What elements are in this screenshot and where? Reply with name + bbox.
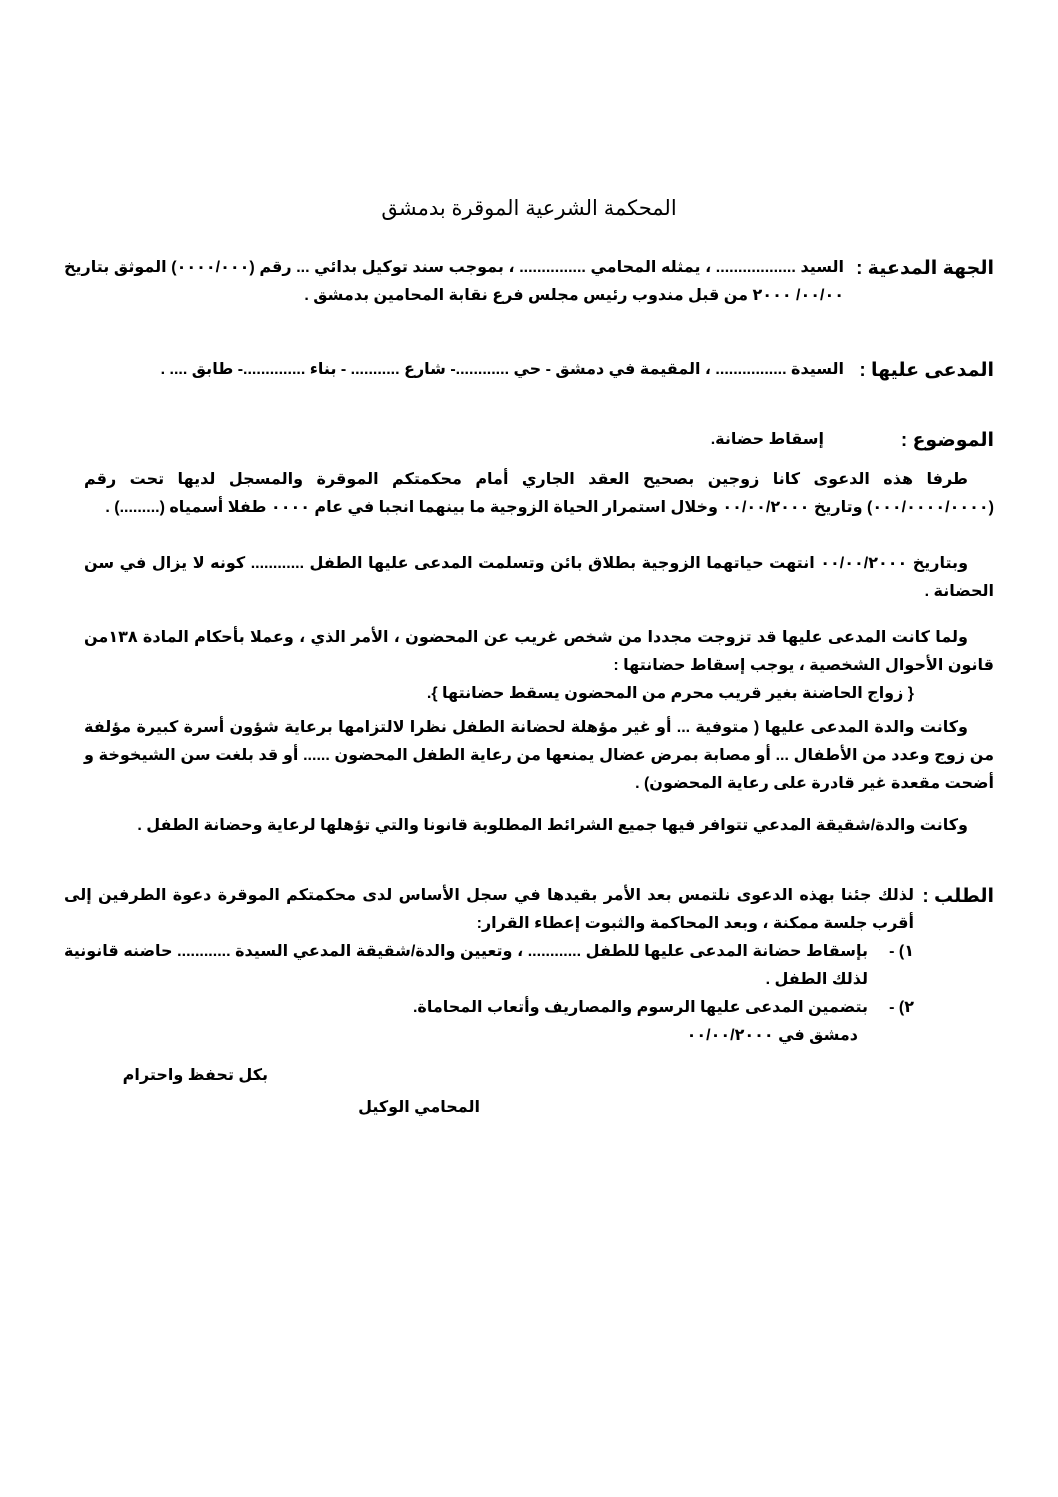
paragraph-text: ولما كانت المدعى عليها قد تزوجت مجددا من شخص غريب عن المحضون ، الأمر الذي ، وعملا بأحكام المادة ١٣٨من قانون الأحوال الشخصية ، يوجب إسقاط حضانتها : (84, 629, 994, 674)
request-section (64, 882, 994, 1050)
defendant-section (64, 356, 994, 386)
subject-label: الموضوع : (900, 430, 994, 451)
paragraph-grandmother (84, 714, 994, 798)
request-intro: لذلك جئنا بهذه الدعوى نلتمس بعد الأمر بقيدها في سجل الأساس لدى محكمتكم الموقرة دعوة الطرفين إلى أقرب جلسة ممكنة ، وبعد المحاكمة والثبوت إعطاء القرار: (64, 887, 914, 932)
date-line: دمشق في ٠٠/٠٠/٢٠٠٠ (686, 1027, 858, 1044)
defendant-label: المدعى عليها : (859, 360, 994, 381)
paragraph-text: طرفا هذه الدعوى كانا زوجين بصحيح العقد الجاري أمام محكمتكم الموقرة والمسجل لديها تحت رقم (٠٠٠/٠٠٠٠/٠٠٠٠) وتاريخ ٠٠/٠٠/٢٠٠٠ وخلال استمرار الحياة الزوجية ما بينهما انجبا في عام ٠٠٠٠ طفلا أسمياه (.........) . (84, 471, 994, 516)
signature-line: المحامي الوكيل (358, 1099, 480, 1116)
request-item-text: بإسقاط حضانة المدعى عليها للطفل ............ ، وتعيين والدة/شقيقة المدعي السيدة ............ حاضنه قانونية لذلك الطفل . (64, 943, 869, 988)
court-title: المحكمة الشرعية الموقرة بدمشق (381, 197, 677, 220)
paragraph-eligibility (84, 812, 994, 840)
request-item (64, 994, 914, 1022)
request-body (64, 882, 914, 1050)
request-item-number: ١) - (889, 943, 914, 960)
paragraph-text: وكانت والدة المدعى عليها ( متوفية ... أو غير مؤهلة لحضانة الطفل نظرا لالتزامها برعاية شؤون أسرة كبيرة مؤلفة من زوج وعدد من الأطفال ... أو مصابة بمرض عضال يمنعها من رعاية الطفل المحضون ...... أو قد بلغت سن الشيخوخة و أضحت مقعدة غير قادرة على رعاية المحضون) . (84, 719, 994, 792)
request-item-number: ٢) - (889, 999, 914, 1016)
closing-regards: بكل تحفظ واحترام (122, 1067, 268, 1084)
paragraph-text: وبتاريخ ٠٠/٠٠/٢٠٠٠ انتهت حياتهما الزوجية بطلاق بائن وتسلمت المدعى عليها الطفل ............ كونه لا يزال في سن الحضانة . (84, 555, 994, 600)
subject-text: إسقاط حضانة. (710, 431, 824, 448)
plaintiff-text: السيد .................. ، يمثله المحامي ............... ، بموجب سند توكيل بدائي ... رقم (٠٠٠٠/٠٠٠) الموثق بتاريخ ٠٠/٠٠/ ٢٠٠٠ من قبل مندوب رئيس مجلس فرع نقابة المحامين بدمشق . (64, 259, 844, 304)
legal-quote (84, 680, 994, 708)
plaintiff-section (64, 254, 994, 310)
paragraph-remarriage (84, 624, 994, 680)
request-label: الطلب : (922, 886, 994, 907)
request-item-text: بتضمين المدعى عليها الرسوم والمصاريف وأتعاب المحاماة. (412, 999, 868, 1016)
paragraph-divorce (84, 550, 994, 606)
request-item (64, 938, 914, 994)
legal-quote-text: { زواج الحاضنة بغير قريب محرم من المحضون يسقط حضانتها }. (426, 685, 914, 702)
plaintiff-label: الجهة المدعية : (856, 258, 994, 279)
subject-section (64, 426, 994, 456)
paragraph-facts (84, 466, 994, 522)
defendant-text: السيدة ................ ، المقيمة في دمشق - حي ............- شارع ........... - بناء ..............- طابق .... . (160, 361, 844, 378)
paragraph-text: وكانت والدة/شقيقة المدعي تتوافر فيها جميع الشرائط المطلوبة قانونا والتي تؤهلها لرعاية وحضانة الطفل . (137, 817, 968, 834)
